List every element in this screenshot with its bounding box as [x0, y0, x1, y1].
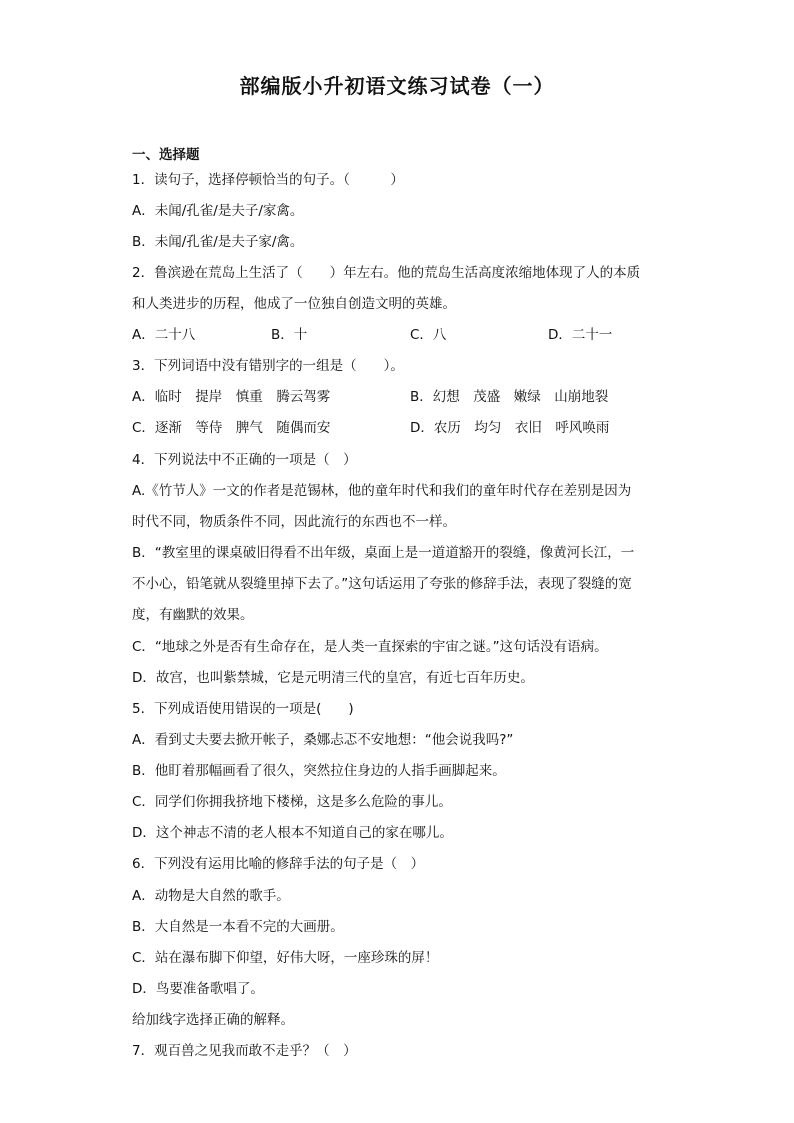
- question-7-stem: 7．观百兽之见我而敢不走乎？（ ）: [132, 1043, 357, 1059]
- question-2-stem-line-2: 和人类进步的历程，他成了一位独自创造文明的英雄。: [132, 296, 456, 312]
- question-6-stem: 6．下列没有运用比喻的修辞手法的句子是（ ）: [132, 856, 425, 872]
- question-2-stem-line-1: 2．鲁滨逊在荒岛上生活了（ ）年左右。他的荒岛生活高度浓缩地体现了人的本质: [132, 265, 641, 281]
- question-2-option-c: C．八: [410, 327, 447, 343]
- question-4-option-b-line-1: B．“教室里的课桌破旧得看不出年级，桌面上是一道道豁开的裂缝，像黄河长江，一: [132, 545, 635, 561]
- question-5-option-b: B．他盯着那幅画看了很久，突然拉住身边的人指手画脚起来。: [132, 763, 506, 779]
- question-5-option-a: A．看到丈夫要去掀开帐子，桑娜忐忑不安地想：“他会说我吗?”: [132, 732, 514, 748]
- question-4-option-d: D．故宫，也叫紫禁城，它是元明清三代的皇宫，有近七百年历史。: [132, 670, 534, 686]
- question-4-option-b-line-3: 度，有幽默的效果。: [132, 607, 254, 623]
- question-6-option-c: C．站在瀑布脚下仰望，好伟大呀，一座珍珠的屏！: [132, 950, 439, 966]
- question-3-option-c: C．逐渐 等侍 脾气 随偶而安: [132, 420, 331, 436]
- question-1-option-a: A．未闻/孔雀/是夫子/家禽。: [132, 203, 304, 219]
- question-3-option-d: D．农历 均匀 衣旧 呼风唤雨: [410, 420, 610, 436]
- section-heading: 一、选择题: [132, 147, 200, 163]
- question-6-option-a: A．动物是大自然的歌手。: [132, 888, 290, 904]
- instruction-text: 给加线字选择正确的解释。: [132, 1012, 294, 1028]
- question-6-option-b: B．大自然是一本看不完的大画册。: [132, 919, 344, 935]
- question-4-stem: 4．下列说法中不正确的一项是（ ）: [132, 452, 357, 468]
- question-4-option-c: C．“地球之外是否有生命存在，是人类一直探索的宇宙之谜。”这句话没有语病。: [132, 639, 608, 655]
- question-6-option-d: D．鸟要准备歌唱了。: [132, 981, 264, 997]
- question-4-option-a-line-1: A.《竹节人》一文的作者是范锡林，他的童年时代和我们的童年时代存在差别是因为: [132, 483, 632, 499]
- question-4-option-b-line-2: 不小心，铅笔就从裂缝里掉下去了。”这句话运用了夸张的修辞手法，表现了裂缝的宽: [132, 576, 632, 592]
- question-4-option-a-line-2: 时代不同，物质条件不同，因此流行的东西也不一样。: [132, 514, 456, 530]
- question-2-option-d: D．二十一: [548, 327, 613, 343]
- question-2-option-b: B．十: [271, 327, 308, 343]
- question-5-stem: 5．下列成语使用错误的一项是( ): [132, 701, 354, 717]
- question-1-option-b: B．未闻/孔雀/是夫子家/禽。: [132, 234, 304, 250]
- question-3-option-b: B．幻想 茂盛 嫩绿 山崩地裂: [410, 389, 609, 405]
- question-5-option-d: D．这个神志不清的老人根本不知道自己的家在哪儿。: [132, 825, 453, 841]
- page-title: 部编版小升初语文练习试卷（一）: [239, 74, 555, 98]
- question-5-option-c: C．同学们你拥我挤地下楼梯，这是多么危险的事儿。: [132, 794, 452, 810]
- question-3-stem: 3．下列词语中没有错别字的一组是（ ）。: [132, 358, 404, 374]
- question-3-option-a: A．临时 提岸 慎重 腾云驾雾: [132, 389, 331, 405]
- question-2-option-a: A．二十八: [132, 327, 196, 343]
- question-1-stem: 1．读句子，选择停顿恰当的句子。（ ）: [132, 172, 404, 188]
